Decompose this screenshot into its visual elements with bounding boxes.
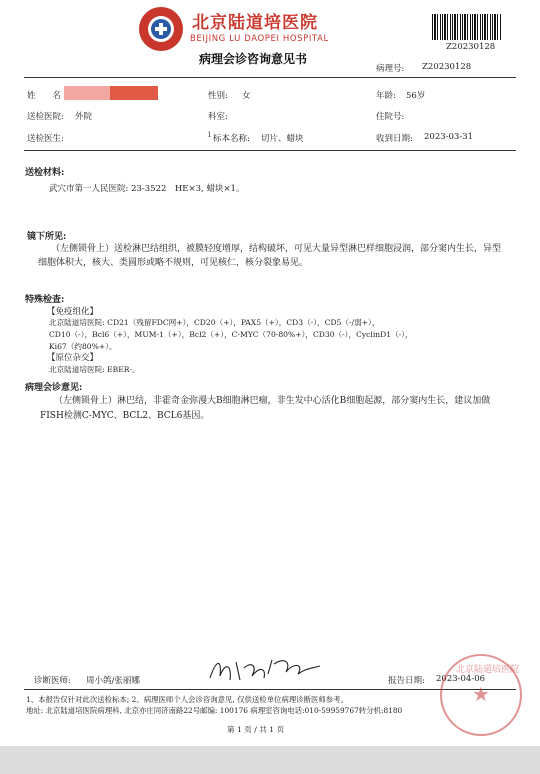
gender-label: 性别:: [208, 91, 228, 101]
specimen-mark: ⅰ: [208, 130, 211, 140]
send-hospital-value: 外院: [75, 112, 93, 122]
signature-icon: [206, 654, 326, 688]
ish-line: 北京陆道培医院: EBER-。: [49, 365, 140, 374]
material-title: 送检材料:: [25, 168, 65, 178]
ihc-heading: 【免疫组化】: [47, 307, 99, 317]
pathology-number: Z20230128: [422, 62, 472, 72]
ihc-line: CD10（-），Bcl6（+），MUM-1（+），Bcl2（+），C-MYC（70-80%+），CD30（-），CyclinD1（-），: [49, 330, 413, 339]
specimen-label: 标本名称:: [213, 134, 250, 144]
age-label: 年龄:: [376, 91, 396, 101]
hospital-logo-icon: [139, 7, 183, 51]
gender-value: 女: [242, 91, 251, 101]
hospital-name-cn: 北京陆道培医院: [192, 13, 318, 33]
age-value: 56岁: [406, 91, 426, 101]
pathology-number-label: 病理号:: [376, 64, 405, 74]
info-divider: [24, 150, 516, 151]
material-text: 武穴市第一人民医院: 23-3522 HE×3, 蜡块×1。: [49, 184, 245, 194]
barcode-number: Z20230128: [446, 42, 496, 52]
diagnosing-doctor-label: 诊断医师:: [34, 676, 71, 686]
hospital-seal-icon: [440, 654, 522, 736]
microscopy-title: 镜下所见:: [27, 232, 67, 242]
hospital-name-en: BEIJING LU DAOPEI HOSPITAL: [190, 34, 329, 44]
ihc-line: Ki67（约80%+）。: [49, 342, 117, 351]
microscopy-text: （左侧锁骨上）送检淋巴结组织，被膜轻度增厚，结构破坏，可见大量异型淋巴样细胞浸润，部分窦内生长，异型细胞体积大，核大、类圆形或略不规则，可见核仁，核分裂象易见。: [38, 244, 502, 268]
document-title: 病理会诊咨询意见书: [199, 52, 308, 66]
send-hospital-label: 送检医院:: [27, 112, 64, 122]
footer-address: 地址: 北京陆道培医院病理科, 北京亦庄同济南路22号邮编: 100176 病理室咨询电话:010-59959767转分机:8180: [26, 706, 403, 715]
name-redaction: [110, 86, 158, 100]
viewer-bottom-bar: [0, 746, 540, 774]
received-date-label: 收到日期:: [376, 134, 413, 144]
ish-heading: 【原位杂交】: [47, 353, 99, 363]
barcode-icon: [432, 14, 502, 40]
page-indicator: 第 1 页 / 共 1 页: [227, 725, 285, 734]
opinion-text: （左侧锁骨上）淋巴结，非霍奇金弥漫大B细胞淋巴瘤，非生发中心活化B细胞起源，部分窦内生长，建议加做FISH检测C-MYC、BCL2、BCL6基因。: [40, 396, 491, 421]
report-date-label: 报告日期:: [388, 676, 425, 686]
seal-text: 北京陆道培医院: [456, 665, 520, 675]
department-label: 科室:: [208, 112, 228, 122]
name-label: 姓 名: [27, 91, 62, 101]
ihc-line: 北京陆道培医院: CD21（残留FDC网+），CD20（+），PAX5（+），CD3（-），CD5（-/弱+），: [49, 318, 380, 327]
received-date: 2023-03-31: [424, 132, 474, 142]
header-divider: [24, 77, 516, 78]
special-exam-title: 特殊检查:: [25, 295, 65, 305]
report-date: 2023-04-06: [436, 674, 486, 684]
seal-star-icon: ★: [472, 682, 490, 706]
specimen-value: 切片、蜡块: [261, 134, 304, 144]
send-doctor-label: 送检医生:: [27, 134, 64, 144]
footer-note: 1、本报告仅针对此次送检标本; 2、病理医师个人会诊咨询意见, 仅供送检单位病理诊断医师参考。: [26, 695, 348, 704]
inpatient-label: 住院号:: [376, 112, 405, 122]
diagnosing-doctor: 周小鸽/张丽娜: [86, 676, 140, 686]
name-redaction: [64, 86, 110, 100]
opinion-title: 病理会诊意见:: [25, 383, 83, 393]
